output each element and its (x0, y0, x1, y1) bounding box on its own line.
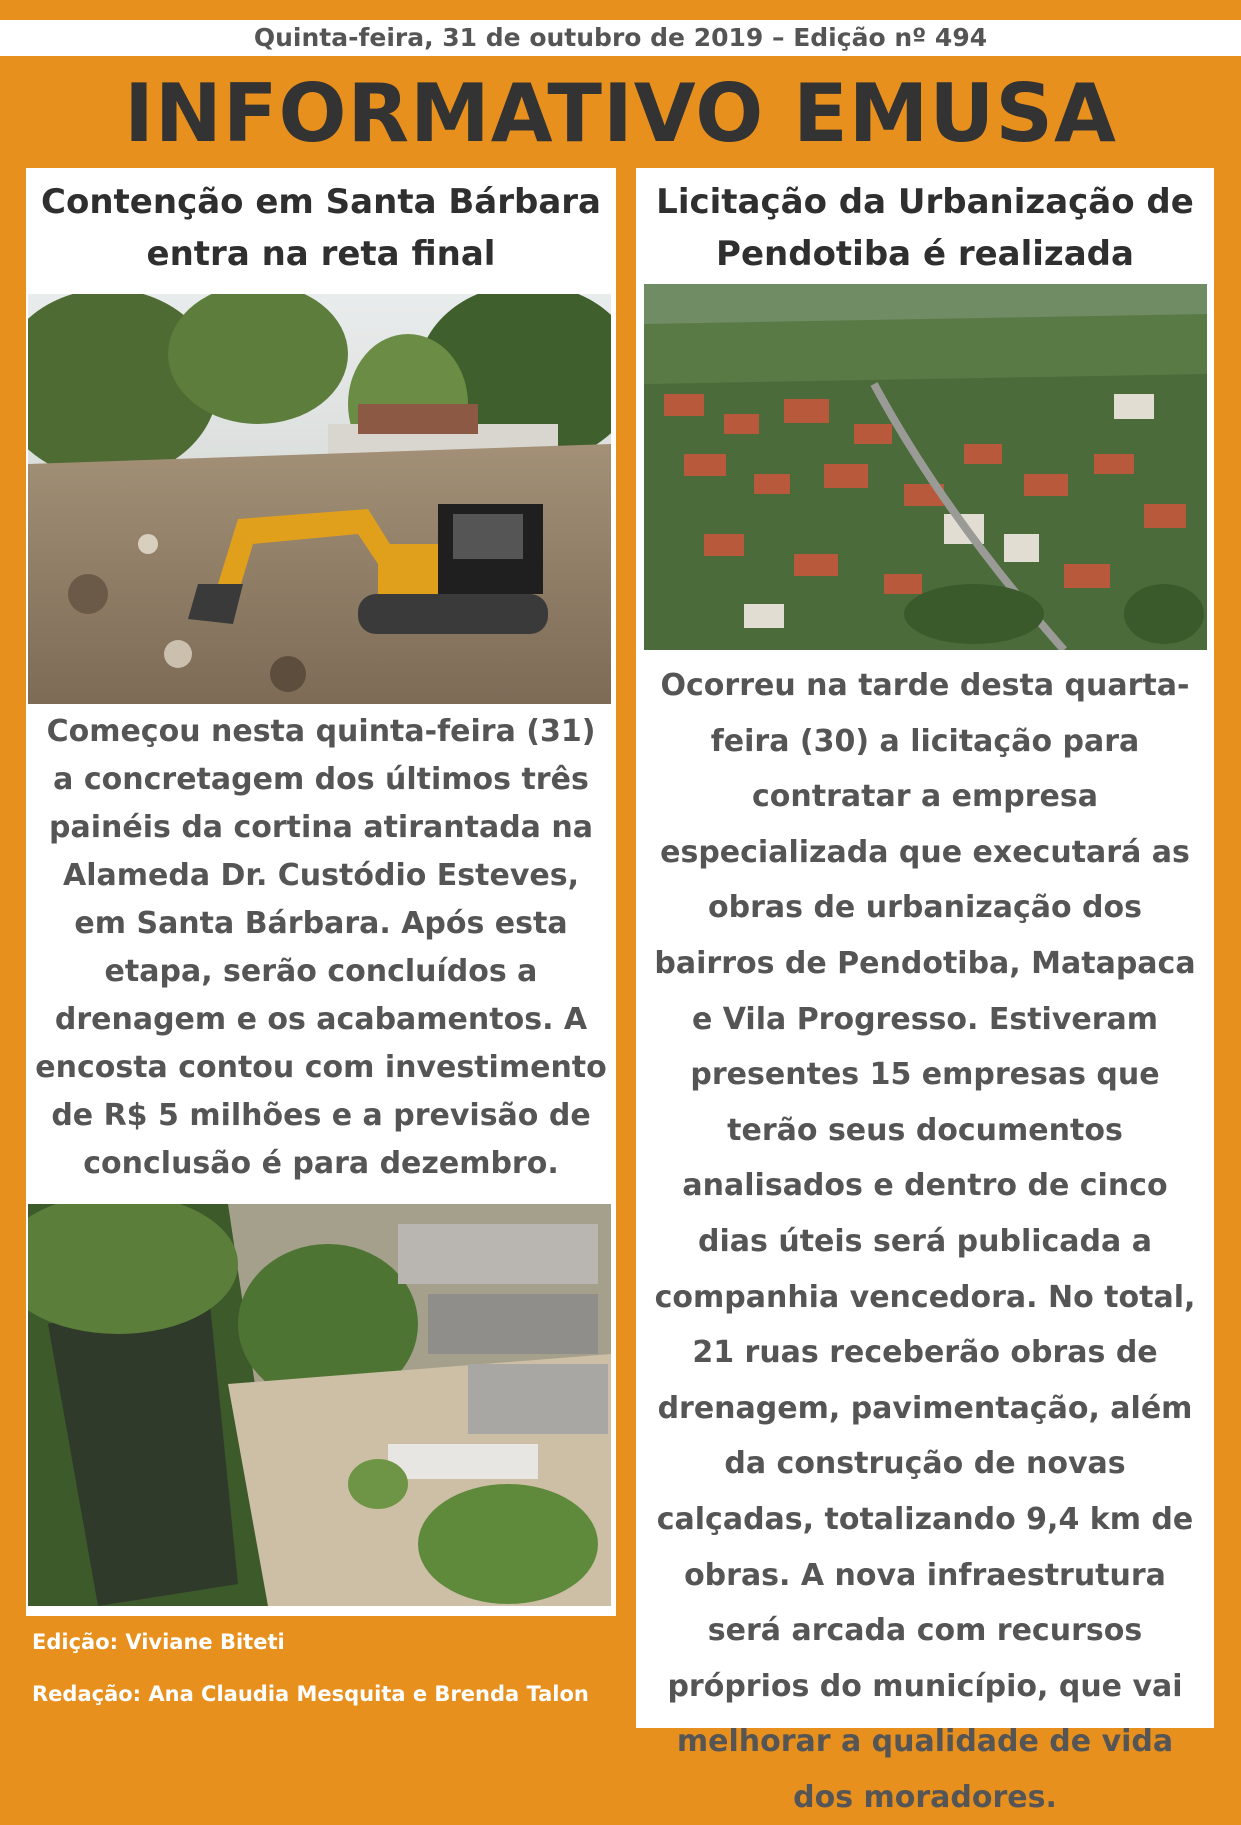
article-santa-barbara (26, 168, 616, 1616)
article-pendotiba (636, 168, 1214, 1815)
masthead-title: INFORMATIVO EMUSA (124, 67, 1117, 160)
edition-credit: Edição: Viviane Biteti (32, 1630, 285, 1654)
headline-line: Contenção em Santa Bárbara (41, 182, 601, 222)
article-headline (636, 176, 1214, 280)
writing-credit: Redação: Ana Claudia Mesquita e Brenda Talon (32, 1682, 589, 1706)
dateline: Quinta-feira, 31 de outubro de 2019 – Edição nº 494 (0, 20, 1241, 56)
aerial-slope-photo (28, 1204, 611, 1606)
headline-line: Pendotiba é realizada (716, 234, 1134, 274)
excavator-photo (28, 294, 611, 704)
article-body: Ocorreu na tarde desta quarta-feira (30) a licitação para contratar a empresa especializada que executará as obras de urbanização dos bairros de Pendotiba, Matapaca e Vila Progresso. Estiveram presentes 15 empresas que terão seus documentos analisados e dentro de cinco dias úteis será publicada a companhia vencedora. No total, 21 ruas receberão obras de drenagem, pavimentação, além da construção de novas calçadas, totalizando 9,4 km de obras. A nova infraestrutura será arcada com recursos próprios do município, que vai melhorar a qualidade de vida dos moradores. (654, 668, 1196, 1815)
article-headline (26, 176, 616, 280)
article-body: Começou nesta quinta-feira (31) a concretagem dos últimos três painéis da cortina atirantada na Alameda Dr. Custódio Esteves, em Santa Bárbara. Após esta etapa, serão concluídos a drenagem e os acabamentos. A encosta contou com investimento de R$ 5 milhões e a previsão de conclusão é para dezembro. (35, 714, 607, 1181)
aerial-neighborhood-photo (644, 284, 1207, 650)
headline-line: Licitação da Urbanização de (656, 182, 1194, 222)
headline-line: entra na reta final (146, 234, 496, 274)
